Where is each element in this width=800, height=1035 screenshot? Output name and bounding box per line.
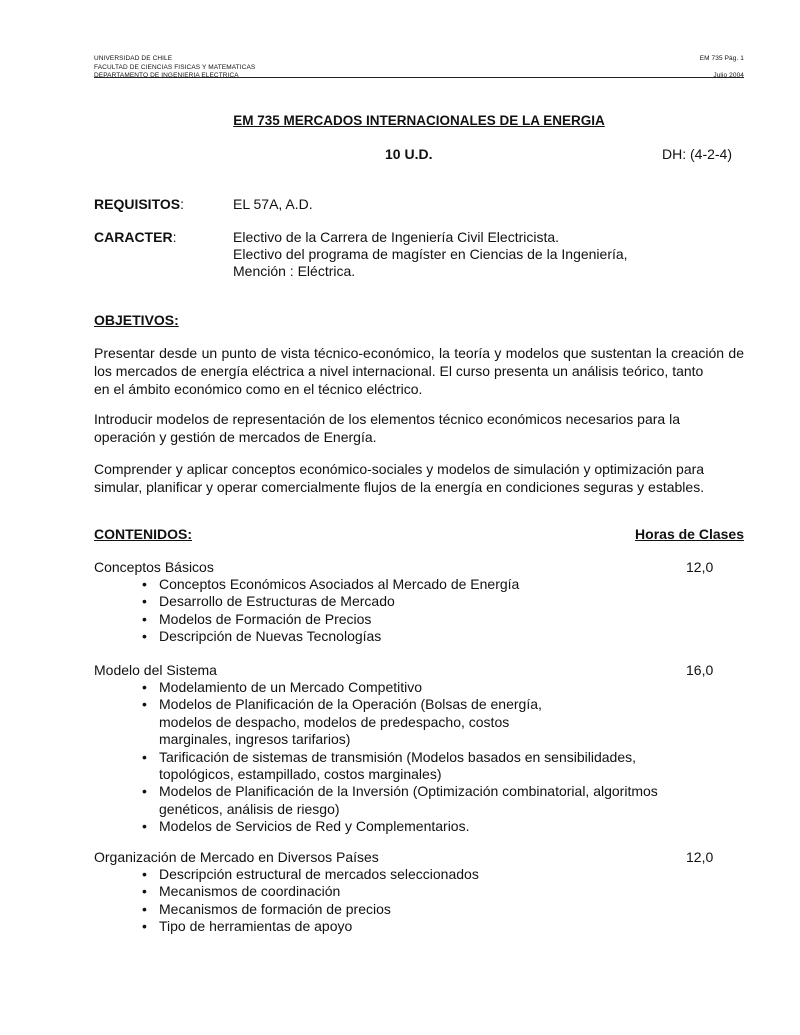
list-item	[140, 679, 700, 696]
caracter-colon: :	[172, 229, 177, 245]
paragraph-text: Presentar desde un punto de vista técnico-económico, la teoría y modelos que sustentan la creación de los mercados de energía eléctrica a nivel internacional. El curso presenta un análisis teórico, tanto	[94, 345, 744, 379]
list-item-line: Modelos de Servicios de Red y Complementarios.	[159, 818, 470, 835]
caracter-lines	[233, 229, 628, 280]
requisitos-label: REQUISITOS	[94, 196, 181, 212]
list-item	[140, 749, 700, 784]
paragraph-last-line: operación y gestión de mercados de Energía.	[94, 429, 377, 445]
list-item	[140, 783, 700, 818]
requisitos-colon: :	[180, 196, 184, 212]
section-hours: 12,0	[686, 849, 714, 865]
objetivos-heading: OBJETIVOS:	[94, 312, 179, 328]
list-item-line: • Modelos de Planificación de la Inversión (Optimización combinatorial, algoritmos	[159, 783, 658, 800]
list-item: • Descripción de Nuevas Tecnologías	[140, 628, 700, 645]
list-item: • Mecanismos de coordinación	[140, 883, 700, 900]
list-item: • Desarrollo de Estructuras de Mercado	[140, 593, 700, 610]
section-items	[140, 576, 700, 646]
course-dh: DH: (4-2-4)	[662, 146, 733, 162]
caracter-line: Electivo de la Carrera de Ingeniería Civil Electricista.	[233, 229, 560, 245]
list-item-line: genéticos, análisis de riesgo)	[159, 800, 340, 817]
list-item-line: modelos de despacho, modelos de predespacho, costos	[159, 713, 510, 730]
list-item-line: • Tarificación de sistemas de transmisión (Modelos basados en sensibilidades,	[159, 748, 637, 765]
paragraph-text: Comprender y aplicar conceptos económico-sociales y modelos de simulación y optimización para	[94, 461, 705, 477]
header-department: DEPARTAMENTO DE INGENIERIA ELECTRICA	[94, 72, 239, 79]
requisitos-label-group	[94, 196, 184, 213]
objetivos-paragraph	[94, 410, 744, 446]
section-items	[140, 679, 700, 836]
list-item: • Tipo de herramientas de apoyo	[140, 918, 700, 935]
hours-heading: Horas de Clases	[635, 526, 744, 542]
section-items	[140, 866, 700, 936]
list-item-line: marginales, ingresos tarifarios)	[159, 731, 351, 748]
contenidos-heading: CONTENIDOS:	[94, 526, 192, 542]
objetivos-paragraph	[94, 344, 744, 398]
caracter-line: Electivo del programa de magíster en Ciencias de la Ingeniería,	[233, 246, 628, 262]
header-faculty: FACULTAD DE CIENCIAS FISICAS Y MATEMATICAS	[94, 63, 256, 71]
list-item	[140, 696, 700, 748]
list-item: • Mecanismos de formación de precios	[140, 901, 700, 918]
section-hours: 12,0	[686, 559, 714, 575]
paragraph-last-line: en el ámbito económico como en el técnico eléctrico.	[94, 381, 423, 397]
list-item	[140, 818, 700, 835]
paragraph-last-line: simular, planificar y operar comercialmente flujos de la energía en condiciones seguras y estables.	[94, 479, 705, 495]
list-item-line: • Modelos de Planificación de la Operación (Bolsas de energía,	[159, 696, 542, 713]
list-item: • Descripción estructural de mercados seleccionados	[140, 866, 700, 883]
list-item-line: topológicos, estampillado, costos marginales)	[159, 766, 442, 783]
caracter-label: CARACTER	[94, 229, 173, 245]
objetivos-paragraph	[94, 460, 744, 496]
section-title: Conceptos Básicos	[94, 559, 214, 575]
requisitos-value: EL 57A, A.D.	[233, 196, 313, 212]
caracter-label-group	[94, 229, 176, 246]
header-divider	[94, 77, 744, 78]
list-item-line: Modelamiento de un Mercado Competitivo	[159, 679, 423, 695]
course-units: 10 U.D.	[385, 146, 433, 162]
list-item: • Modelos de Formación de Precios	[140, 611, 700, 628]
header-page-ref: EM 735 Pág. 1	[699, 55, 744, 62]
course-title: EM 735 MERCADOS INTERNACIONALES DE LA ENERGIA	[233, 113, 605, 128]
caracter-line: Mención : Eléctrica.	[233, 263, 356, 279]
header-date: Julio 2004	[713, 72, 744, 79]
section-title: Modelo del Sistema	[94, 662, 217, 678]
header-university: UNIVERSIDAD DE CHILE	[94, 55, 173, 62]
paragraph-text: Introducir modelos de representación de los elementos técnico económicos necesarios para la	[94, 411, 680, 427]
section-hours: 16,0	[686, 662, 714, 678]
list-item: • Conceptos Económicos Asociados al Mercado de Energía	[140, 576, 700, 593]
section-title: Organización de Mercado en Diversos Países	[94, 849, 379, 865]
